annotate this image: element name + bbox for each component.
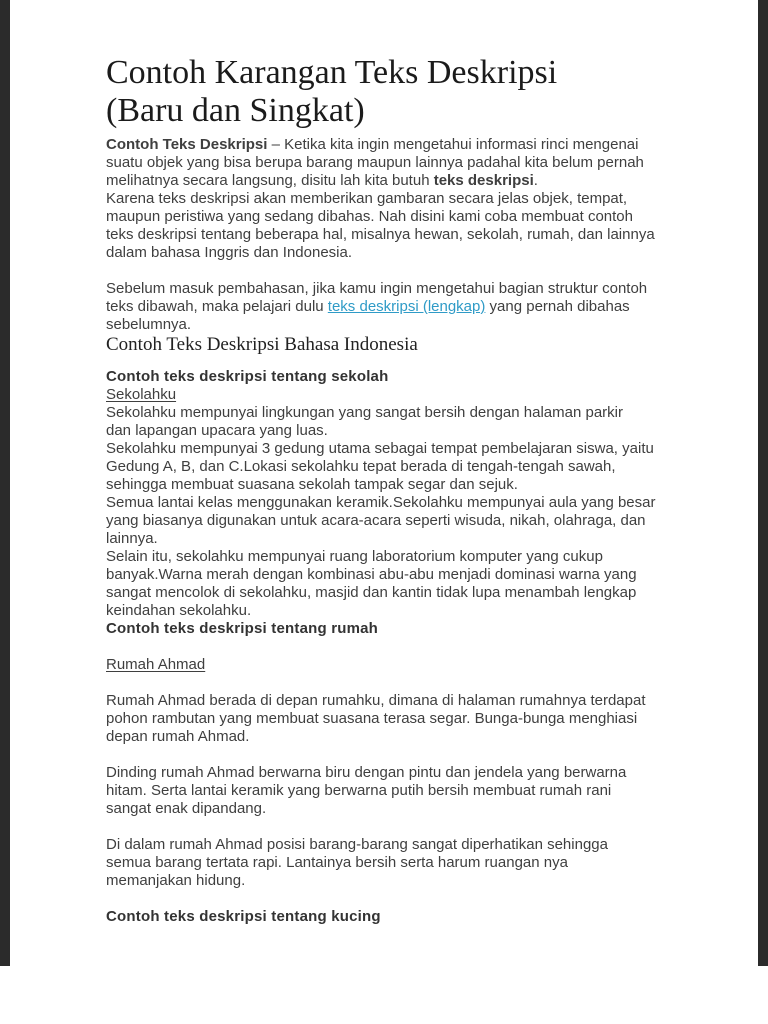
text-line [106, 476, 706, 494]
text-run: Sekolahku mempunyai lingkungan yang sangat bersih dengan halaman parkir [106, 404, 624, 421]
text-run: teks deskripsi tentang beberapa hal, misalnya hewan, sekolah, rumah, dan lainnya [106, 226, 655, 243]
text-run: sangat mencolok di sekolahku, masjid dan kantin tidak lupa menambah lengkap [106, 584, 637, 601]
text-line [106, 92, 706, 130]
doc-title [106, 54, 706, 130]
text-line [106, 728, 706, 746]
text-line [106, 386, 706, 404]
text-run: Sebelum masuk pembahasan, jika kamu ingin mengetahui bagian struktur contoh [106, 280, 648, 297]
text-line [106, 334, 706, 355]
text-run: Contoh teks deskripsi tentang rumah [106, 620, 379, 637]
text-line [106, 244, 706, 262]
text-run: dan lapangan upacara yang luas. [106, 422, 328, 439]
paragraph-sekolah-4 [106, 548, 706, 620]
text-run: sehingga membuat suasana sekolah tampak segar dan sejuk. [106, 476, 518, 493]
heading-rumah [106, 620, 706, 638]
text-line [106, 530, 706, 548]
blank-line [106, 818, 706, 836]
text-run: hitam. Serta lantai keramik yang berwarna putih bersih membuat rumah rani [106, 782, 612, 799]
text-run: suatu objek yang bisa berupa barang maupun lainnya padahal kita belum pernah [106, 154, 644, 171]
text-run: Rumah Ahmad berada di depan rumahku, dimana di halaman rumahnya terdapat [106, 692, 646, 709]
text-run: Gedung A, B, dan C.Lokasi sekolahku tepat berada di tengah-tengah sawah, [106, 458, 616, 475]
text-line [106, 764, 706, 782]
paragraph-rumah-2 [106, 764, 706, 818]
text-run: lainnya. [106, 530, 158, 547]
text-run: pohon rambutan yang membuat suasana terasa segar. Bunga-bunga menghiasi [106, 710, 638, 727]
text-run: sangat enak dipandang. [106, 800, 267, 817]
paragraph-rumah-3 [106, 836, 706, 890]
subtitle-sekolahku [106, 386, 706, 404]
text-run: Contoh teks deskripsi tentang kucing [106, 908, 381, 925]
text-run: Rumah Ahmad [106, 656, 206, 673]
text-line [106, 512, 706, 530]
text-run: Contoh Teks Deskripsi Bahasa Indonesia [106, 334, 418, 355]
text-run: keindahan sekolahku. [106, 602, 252, 619]
subtitle-bahasa-indonesia [106, 334, 706, 355]
text-run: melihatnya secara langsung, disitu lah kita butuh [106, 172, 434, 189]
text-line [106, 458, 706, 476]
bold-text-run: Contoh Teks Deskripsi [106, 136, 268, 153]
text-line [106, 208, 706, 226]
text-run: Semua lantai kelas menggunakan keramik.Sekolahku mempunyai aula yang besar [106, 494, 656, 511]
text-run: Karena teks deskripsi akan memberikan gambaran secara jelas objek, tempat, [106, 190, 628, 207]
text-run: Contoh Karangan Teks Deskripsi [106, 54, 558, 91]
text-run: sebelumnya. [106, 316, 192, 333]
teks-deskripsi-lengkap-link[interactable]: teks deskripsi (lengkap) [327, 298, 486, 315]
text-line [106, 54, 706, 92]
text-line [106, 566, 706, 584]
text-line [106, 172, 706, 190]
text-line [106, 298, 706, 316]
text-line [106, 908, 706, 926]
blank-line [106, 890, 706, 908]
text-line [106, 494, 706, 512]
text-run: banyak.Warna merah dengan kombinasi abu-abu menjadi dominasi warna yang [106, 566, 637, 583]
text-line [106, 440, 706, 458]
text-line [106, 854, 706, 872]
text-line [106, 620, 706, 638]
intro-paragraph [106, 136, 706, 262]
text-run: maupun peristiwa yang sedang dibahas. Nah disini kami coba membuat contoh [106, 208, 633, 225]
document-body [106, 54, 706, 926]
text-line [106, 872, 706, 890]
blank-line [106, 262, 706, 280]
text-line [106, 226, 706, 244]
text-run: memanjakan hidung. [106, 872, 246, 889]
text-line [106, 800, 706, 818]
text-run: Sekolahku [106, 386, 177, 403]
paragraph-sekolah-2 [106, 440, 706, 494]
text-line [106, 190, 706, 208]
blank-line [106, 674, 706, 692]
text-line [106, 280, 706, 298]
text-line [106, 136, 706, 154]
heading-sekolah [106, 368, 706, 386]
text-run: Di dalam rumah Ahmad posisi barang-barang sangat diperhatikan sehingga [106, 836, 608, 853]
text-line [106, 836, 706, 854]
text-run: Sekolahku mempunyai 3 gedung utama sebagai tempat pembelajaran siswa, yaitu [106, 440, 654, 457]
page-left-edge-bar [0, 0, 10, 966]
blank-line [106, 355, 706, 368]
text-run: semua barang tertata rapi. Lantainya bersih serta harum ruangan nya [106, 854, 568, 871]
subtitle-rumah-ahmad [106, 656, 706, 674]
text-run: . [533, 172, 538, 189]
prelude-paragraph [106, 280, 706, 334]
blank-line [106, 746, 706, 764]
text-run: Contoh teks deskripsi tentang sekolah [106, 368, 389, 385]
paragraph-sekolah-3 [106, 494, 706, 548]
text-line [106, 154, 706, 172]
text-line [106, 656, 706, 674]
paragraph-rumah-1 [106, 692, 706, 746]
blank-line [106, 638, 706, 656]
text-run: (Baru dan Singkat) [106, 92, 365, 129]
text-line [106, 584, 706, 602]
bold-text-run: teks deskripsi [433, 172, 534, 189]
text-line [106, 602, 706, 620]
heading-kucing [106, 908, 706, 926]
text-line [106, 710, 706, 728]
text-run: yang biasanya digunakan untuk acara-acara seperti wisuda, nikah, olahraga, dan [106, 512, 646, 529]
text-run: – Ketika kita ingin mengetahui informasi rinci mengenai [267, 136, 639, 153]
page-right-edge-bar [758, 0, 768, 966]
text-run: Selain itu, sekolahku mempunyai ruang laboratorium komputer yang cukup [106, 548, 603, 565]
text-line [106, 422, 706, 440]
text-line [106, 548, 706, 566]
text-run: dalam bahasa Inggris dan Indonesia. [106, 244, 353, 261]
paragraph-sekolah-1 [106, 404, 706, 440]
text-run: yang pernah dibahas [485, 298, 630, 315]
text-line [106, 368, 706, 386]
text-run: depan rumah Ahmad. [106, 728, 250, 745]
text-line [106, 692, 706, 710]
text-run: teks dibawah, maka pelajari dulu [106, 298, 328, 315]
text-line [106, 316, 706, 334]
text-line [106, 782, 706, 800]
text-line [106, 404, 706, 422]
text-run: Dinding rumah Ahmad berwarna biru dengan pintu dan jendela yang berwarna [106, 764, 627, 781]
